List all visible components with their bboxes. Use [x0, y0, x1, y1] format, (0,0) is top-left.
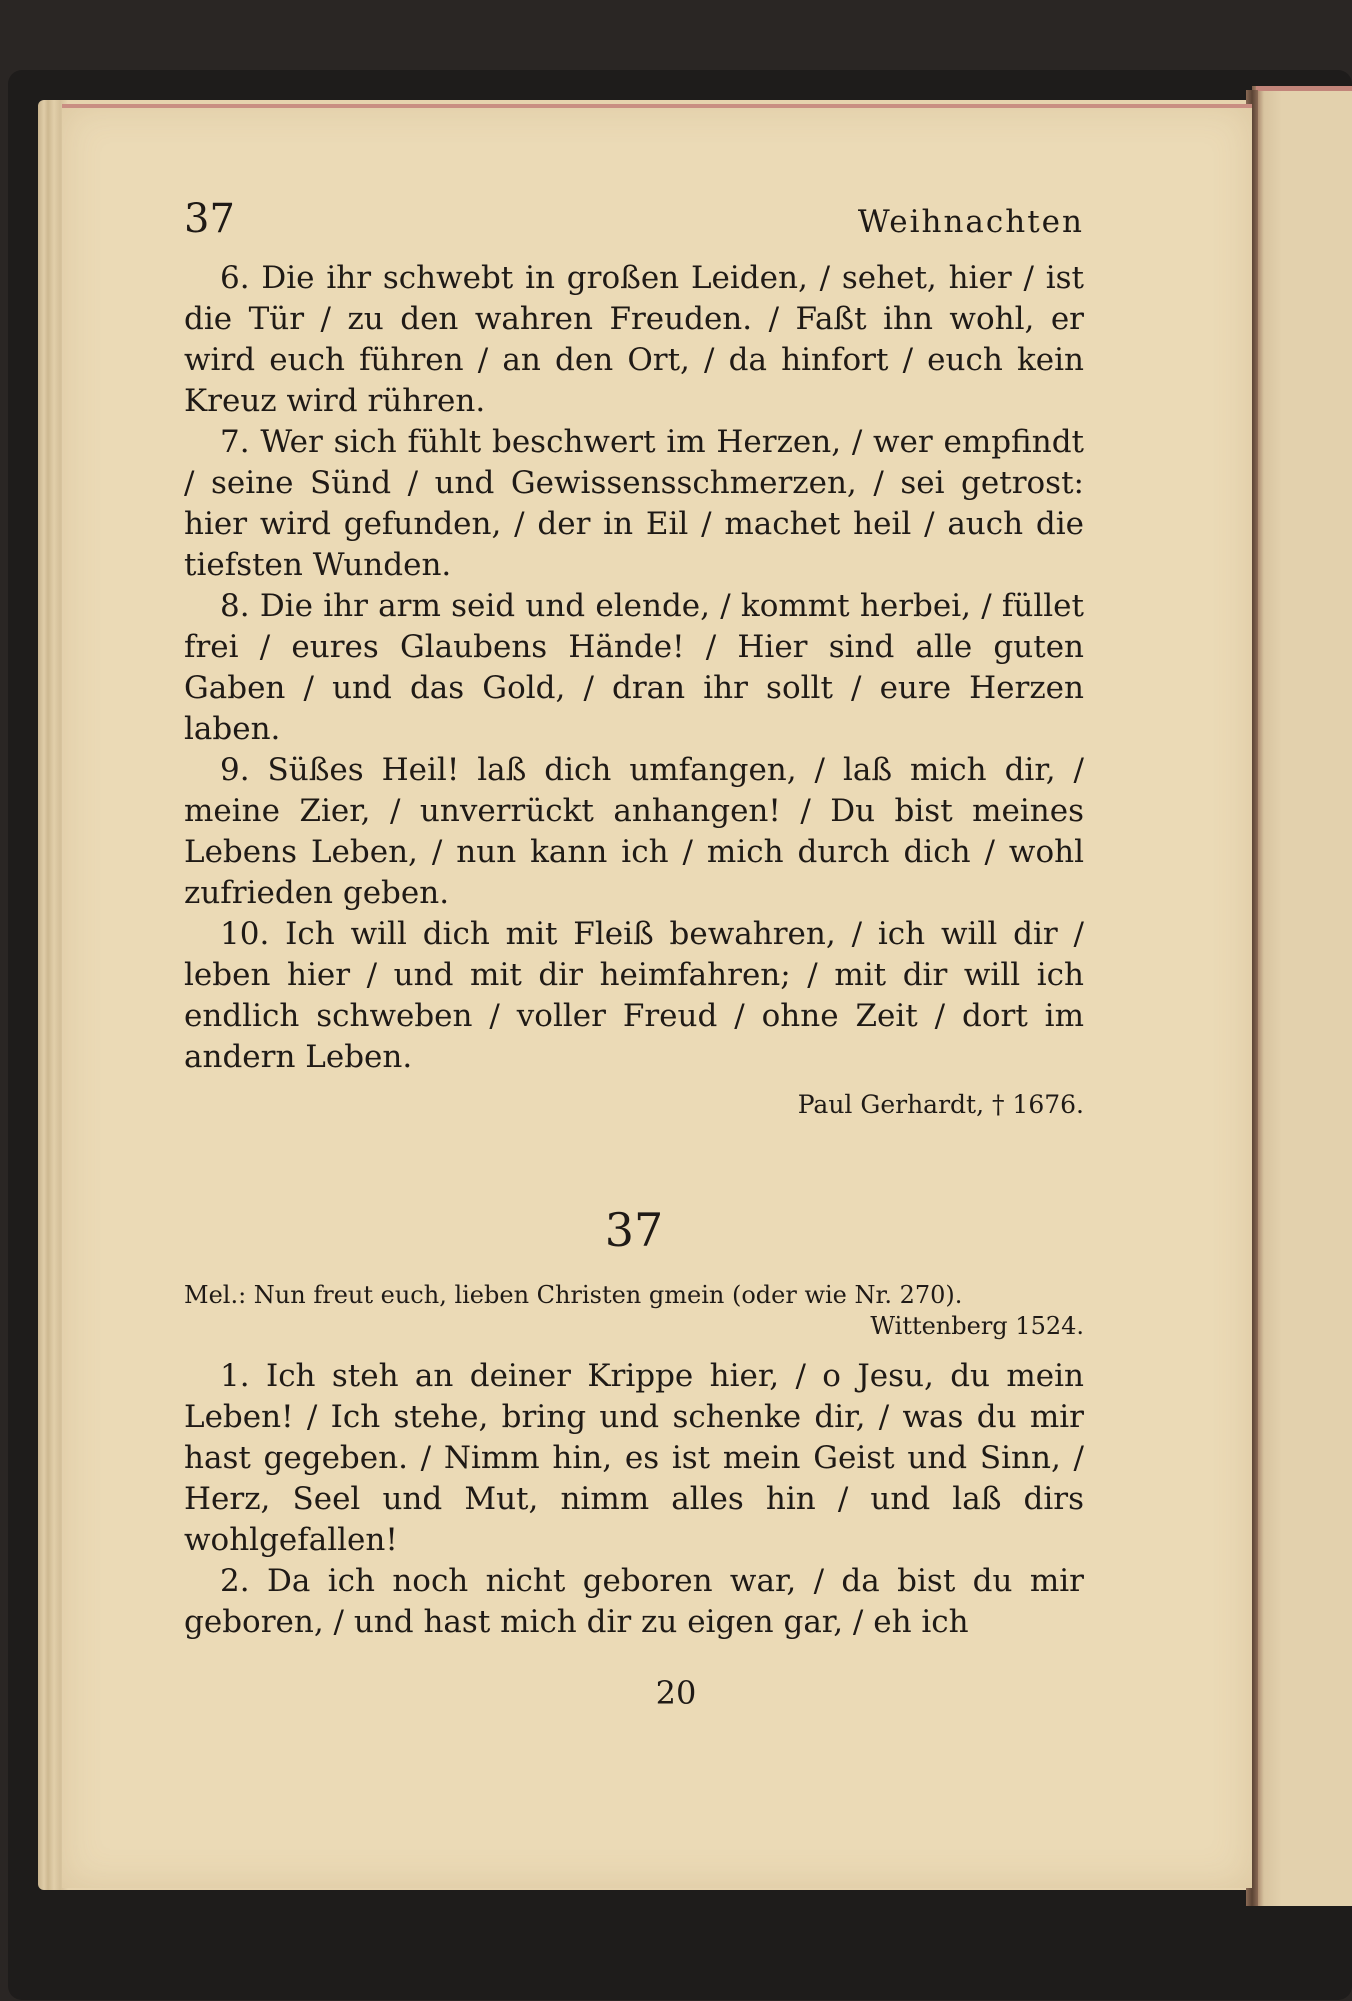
folio-number: 20	[655, 1674, 697, 1712]
hymn36-stanza-8: 8. Die ihr arm seid und elende, / kommt herbei, / füllet frei / eures Glaubens Hände! / Hier sind alle guten Gaben / und das Gold, / dran ihr sollt / eure Herzen laben.	[184, 588, 1084, 747]
hymn36-stanza-6: 6. Die ihr schwebt in großen Leiden, / sehet, hier / ist die Tür / zu den wahren Freuden. / Faßt ihn wohl, er wird euch führen / an den Ort, / da hinfort / euch kein Kreuz wird rühren.	[184, 260, 1084, 419]
hymn36-author: Paul Gerhardt, † 1676.	[797, 1090, 1084, 1119]
hymn37-stanza-2: 2. Da ich noch nicht geboren war, / da bist du mir geboren, / und hast mich dir zu eigen gar, / eh ich	[184, 1563, 1084, 1640]
melody-line-2: Wittenberg 1524.	[870, 1312, 1084, 1340]
header-page-number: 37	[184, 196, 235, 242]
hymn36-stanza-10: 10. Ich will dich mit Fleiß bewahren, / ich will dir / leben hier / und mit dir heimfahren; / mit dir will ich endlich schweben / voller Freud / ohne Zeit / dort im andern Leben.	[184, 916, 1084, 1075]
hymn37-body	[184, 1356, 1084, 1643]
hymn37-melody	[184, 1280, 1084, 1342]
page-text	[184, 196, 1084, 1643]
hymn36-stanza-7: 7. Wer sich fühlt beschwert im Herzen, / wer empfindt / seine Sünd / und Gewissensschmerzen, / sei getrost: hier wird gefunden, / der in Eil / machet heil / auch die tiefsten Wunden.	[184, 424, 1084, 583]
running-header	[184, 196, 1084, 258]
facing-page-rule	[1256, 86, 1352, 91]
melody-line-1: Mel.: Nun freut euch, lieben Christen gmein (oder wie Nr. 270).	[184, 1281, 963, 1309]
facing-page-edge	[1252, 86, 1352, 1906]
header-section-title: Weihnachten	[857, 204, 1084, 240]
hymn37-number: 37	[604, 1203, 664, 1257]
page-top-rule	[62, 104, 1252, 108]
hymn36-stanza-9: 9. Süßes Heil! laß dich umfangen, / laß mich dir, / meine Zier, / unverrückt anhangen! / Du bist meines Lebens Leben, / nun kann ich / mich durch dich / wohl zufrieden geben.	[184, 752, 1084, 911]
hymn37-stanza-1: 1. Ich steh an deiner Krippe hier, / o Jesu, du mein Leben! / Ich stehe, bring und schenke dir, / was du mir hast gegeben. / Nimm hin, es ist mein Geist und Sinn, / Herz, Seel und Mut, nimm alles hin / und laß dirs wohlgefallen!	[184, 1358, 1084, 1558]
